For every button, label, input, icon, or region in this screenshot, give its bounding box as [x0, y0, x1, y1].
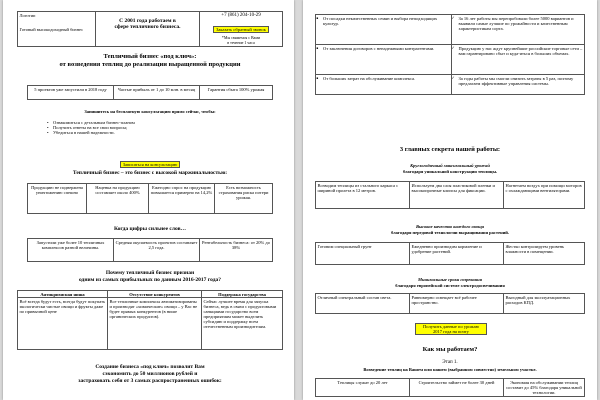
- why-header-3: Поддержка государства: [202, 291, 283, 298]
- consult-button[interactable]: Записаться на консультацию: [120, 161, 181, 168]
- secret-2-cell-1: Готовим специальный грунт: [316, 243, 410, 265]
- stage-cell-1: Теплицы служат до 20 лет: [316, 379, 410, 397]
- why-heading-line-1: Почему тепличный бизнес признан: [105, 270, 195, 276]
- why-header-1: Антикризисная ниша: [18, 291, 108, 298]
- stage-cell-2: Строительство займет не более 30 дней: [410, 379, 504, 397]
- logo-placeholder: Логотип: [19, 12, 36, 18]
- consult-heading: Запишитесь на бесплатную консультацию прямо сейчас, чтобы:: [84, 109, 216, 114]
- stats-table: [27, 85, 273, 100]
- why-cell-1: Всё всегда будут есть, всегда будут покупать экологически чистые овощи и фрукты даже по привычной цене: [18, 298, 108, 350]
- stat-profit: Частые прибыль от 1 до 10 млн. в месяц: [114, 86, 200, 100]
- stage-title: Этап 1.: [442, 360, 458, 365]
- numbers-table: [27, 238, 273, 262]
- why-header-2: Отсутствие конкурентов: [108, 291, 202, 298]
- phone-number[interactable]: +7 (861) 204-10-29: [221, 12, 261, 18]
- stage-cell-3: Экономия на обслуживании теплиц составит до 45% благодаря уникальной технологии.: [504, 379, 585, 397]
- main-title-line-2: от возведения теплиц до реализации выращенной продукции: [59, 61, 241, 68]
- document-page-left: [3, 0, 294, 400]
- mistake-solution-1: [451, 15, 585, 45]
- yield-data-button[interactable]: [415, 323, 487, 335]
- business-heading: Тепличный бизнес – это бизнес с высокой маржинальностью:: [72, 170, 228, 176]
- consult-bullet-3: • Убедиться в нашей надежности.: [47, 130, 267, 135]
- secret-3-cell-2: Равномерно освещает всё рабочее пространство.: [410, 294, 504, 314]
- consult-bullet-2: • Получить ответы на все свои вопросы;: [47, 125, 267, 130]
- stage-table: [315, 378, 585, 397]
- consult-bullet-1: • Ознакомиться с детальным бизнес-планом: [47, 120, 267, 125]
- mistake-solution-3-text: За годы работы мы смогли снизить затраты в 5 раз, поэтому предлагаем эффективные управления системы.: [458, 75, 574, 86]
- secret-1-table: [315, 181, 585, 209]
- secret-1-cell-2: Используем два слоя пластиковой пленки и высокопрочные клипсы для фиксации.: [410, 182, 504, 209]
- numbers-cell-3: Рентабельность бизнеса: от 20% до 38%: [200, 239, 273, 262]
- why-heading-line-2: одним из самых прибыльных по данным 2016-2017 года?: [78, 277, 222, 283]
- header-table: [17, 11, 283, 47]
- consult-bullet-list: [47, 120, 267, 135]
- header-contact-cell: [200, 12, 283, 47]
- document-page-right: [303, 0, 597, 400]
- mistake-problem-3: [316, 75, 452, 95]
- bottom-line-1: Создание бизнеса «под ключ» позволит Вам: [95, 364, 205, 370]
- secret-3-cell-1: Отличный спектральный состав света.: [316, 294, 410, 314]
- consult-button-wrap: [17, 153, 283, 171]
- business-cell-1: Продукцию не подвержена уничтожению спешно: [28, 184, 87, 214]
- stat-guarantee: Гарантия сбыта 100% урожая: [200, 86, 273, 100]
- header-since-cell: [96, 12, 200, 47]
- main-title-line-1: Тепличный бизнес «под ключ»:: [103, 53, 197, 60]
- secret-1-cell-3: Нагнетаем воздух при помощи моторов с охлаждающими вентиляторами.: [504, 182, 585, 209]
- why-cell-3: Сейчас лучшее время для запуска бизнеса, ведь в связи с продуктовыми санкциями государство всем предприятиям может выделить субсидию и поддержку всем отечественным производителям.: [202, 298, 283, 350]
- secret-2-cell-2: Ежедневно производим кормление и удобрение растений.: [410, 243, 504, 265]
- mistake-problem-2: [316, 45, 452, 75]
- since-line-2: сфере тепличного бизнеса.: [114, 24, 181, 31]
- secret-1-cell-1: Возводим теплицы из стального каркаса с шириной пролета в 12 метров.: [316, 182, 410, 209]
- yield-data-button-line-2: 2017 года на почту: [433, 329, 469, 335]
- stat-projects: 5 проектов уже запустили в 2018 году: [28, 86, 114, 100]
- mistake-solution-2-text: Продукцию у нас ждут крупнейшие российские торговые сети – вам гарантировано сбыт и куда-иться в больших объемах.: [458, 45, 583, 56]
- secret-2-cell-3: Жестко контролируем уровень влажности в помещении.: [504, 243, 585, 265]
- stage-subtitle: Возведение теплиц на Вашем или нашем (выбранном совместно) земельном участке.: [363, 367, 537, 372]
- bottom-line-3: застраховать себя от 3 самых распространенных ошибок:: [78, 378, 222, 384]
- mistake-problem-3-text: От больших затрат на обслуживание комплекса.: [323, 75, 416, 81]
- header-subtitle: Готовый высокодоходный бизнес: [19, 26, 84, 32]
- secrets-heading: 3 главных секрета нашей работы:: [399, 146, 501, 153]
- header-logo-cell: [18, 12, 96, 47]
- why-cell-2: Все тепличные комплексы автоматизированы и производят «химические» овощи – у Вас не будет прямых конкурентов (в нише органических продуктов).: [108, 298, 202, 350]
- numbers-heading: Когда цифры сильнее слов…: [113, 226, 187, 232]
- business-table: [27, 183, 273, 214]
- business-cell-4: Есть возможность страхования риска потери урожая.: [215, 184, 273, 214]
- numbers-cell-2: Средняя окупаемость проектов составляет 2,5 года.: [114, 239, 200, 262]
- yield-data-button-line-1: Получить данные по урожаю: [423, 324, 479, 329]
- mistakes-table: [315, 14, 585, 95]
- secret-3-table: [315, 293, 585, 314]
- callback-note-2: в течение 1 часа: [227, 39, 255, 45]
- secret-2-table: [315, 242, 585, 265]
- bottom-line-2: сэкономить до 50 миллионов рублей и: [102, 371, 198, 377]
- secret-1-title-line-2: благодаря уникальной конструкции теплицы.: [402, 169, 498, 174]
- secret-2-title-line-2: благодаря передовой технологии выращивания растений.: [390, 230, 510, 235]
- business-cell-3: Ежегодно спрос на продукцию повышается примерно на 14,2%: [149, 184, 215, 214]
- mistake-problem-1-text: От посадки некачественных семян и выбора неподходящих культур.: [323, 15, 438, 26]
- mistake-problem-1: [316, 15, 452, 45]
- mistake-solution-3: [451, 75, 585, 95]
- mistake-problem-2-text: От заключения договоров с ненадежными контрагентами.: [323, 45, 435, 51]
- why-table: [17, 290, 283, 350]
- callback-button[interactable]: Заказать обратный звонок: [213, 26, 269, 33]
- secret-3-title-line-2: благодаря европейской системе электродосвечивания: [395, 283, 505, 288]
- business-cell-2: Наценка на продукцию составляет около 400%: [87, 184, 149, 214]
- secret-3-title-line-1: Минимальные сроки созревания: [418, 277, 482, 282]
- callback-note-1: *Мы свяжемся с Вами: [221, 35, 261, 41]
- mistake-solution-2: [451, 45, 585, 75]
- how-heading: Как мы работаем?: [422, 346, 478, 353]
- numbers-cell-1: Запустили уже более 10 тепличных комплексов разной величины.: [28, 239, 114, 262]
- secret-1-title-line-1: Круглогодичный максимальный урожай: [410, 163, 490, 168]
- since-line-1: С 2001 года работаем в: [119, 18, 176, 24]
- secret-3-cell-3: Выгодный для эксплуатационных расходов КПД.: [504, 294, 585, 314]
- secret-2-title-line-1: Высокое качество каждого овоща: [416, 224, 484, 229]
- mistake-solution-1-text: За 16 лет работы мы перепробовали более 5000 вариантов и выявили самые лучшие по урожайности и качественным характеристикам сорта.: [458, 15, 574, 31]
